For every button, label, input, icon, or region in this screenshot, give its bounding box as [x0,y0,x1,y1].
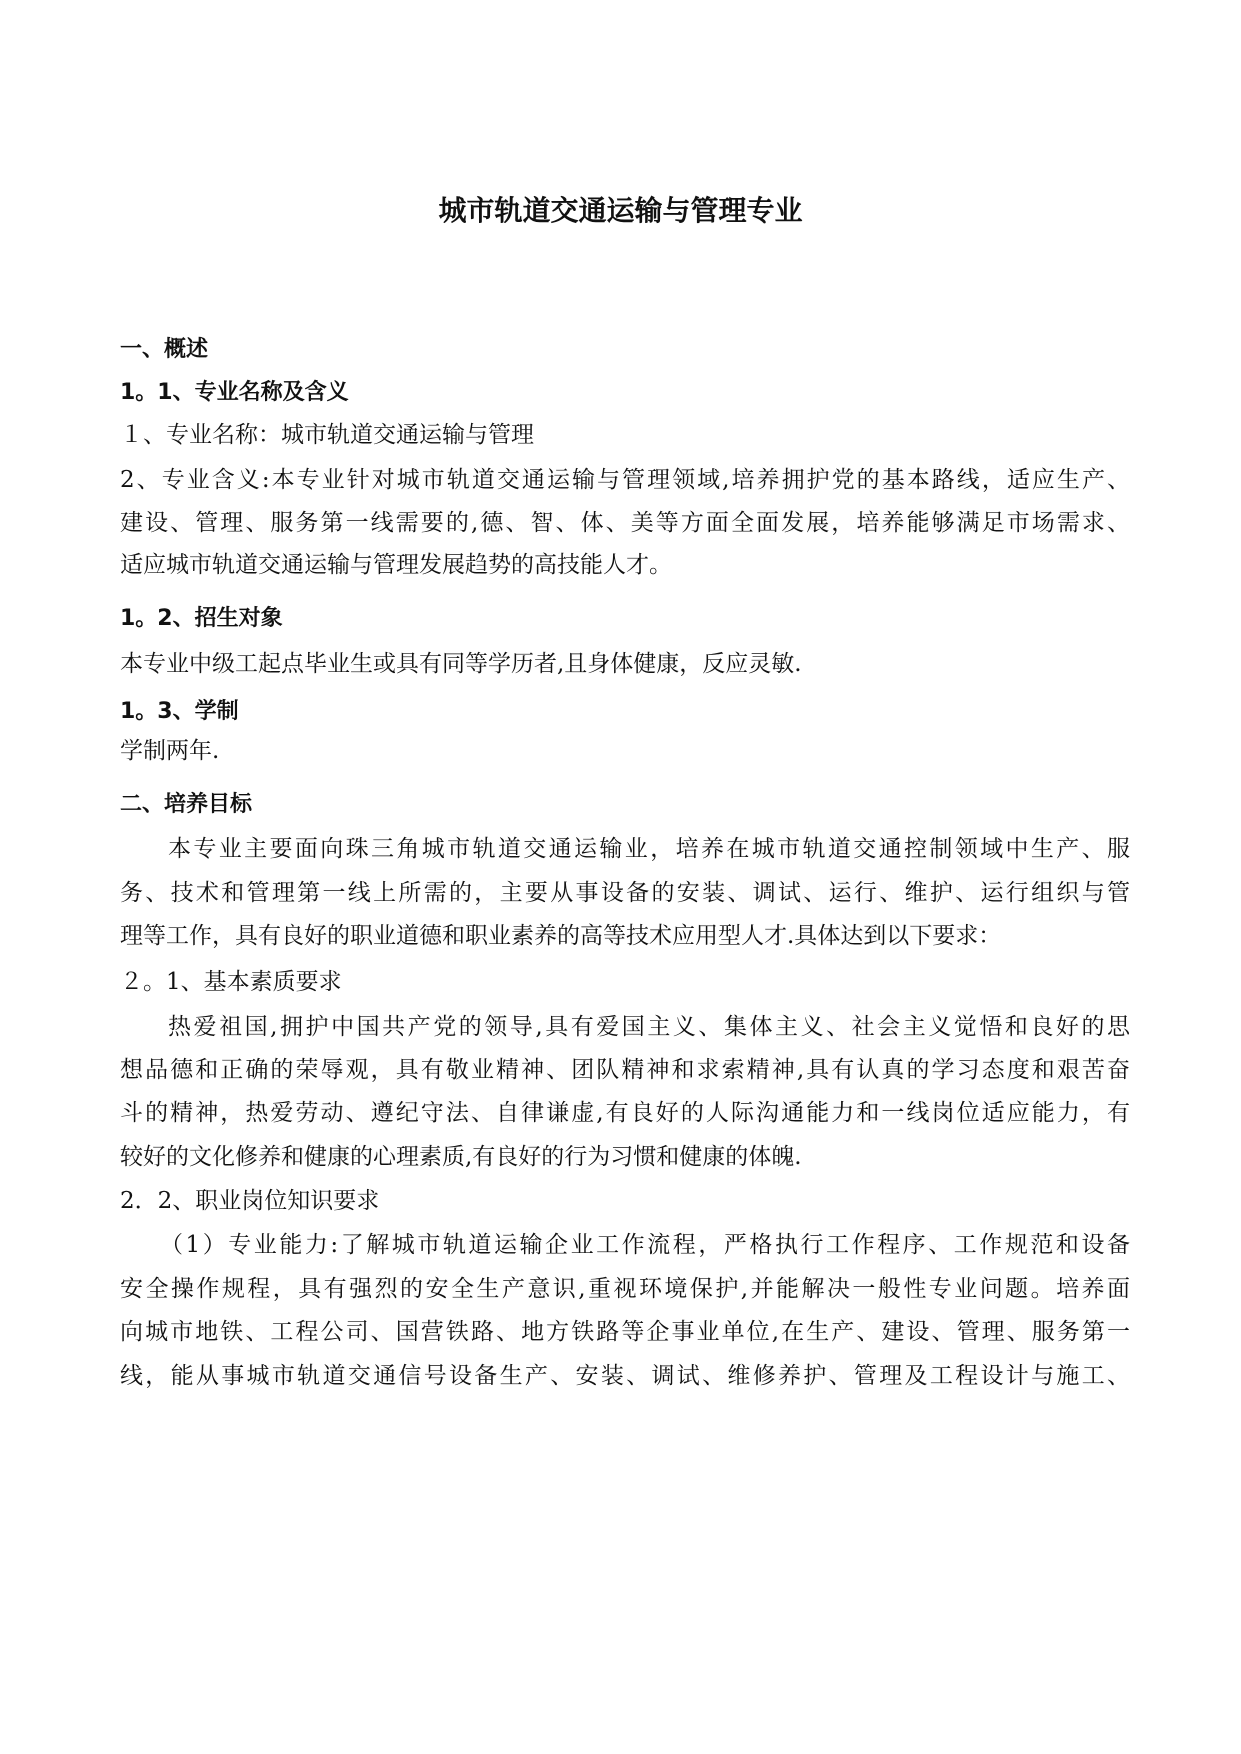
section-heading-overview: 一、概述 [120,337,209,362]
paragraph-basic-quality-line-1: 热爱祖国,拥护中国共产党的领导,具有爱国主义、集体主义、社会主义觉悟和良好的思 [168,1014,1130,1040]
paragraph-job-knowledge-line-2: 安全操作规程，具有强烈的安全生产意识,重视环境保护,并能解决一般性专业问题。培养面 [120,1276,1130,1302]
section-heading-objectives: 二、培养目标 [120,792,253,817]
subsection-heading-basic-quality: ２。1、基本素质要求 [120,969,342,995]
document-title: 城市轨道交通运输与管理专业 [438,194,803,227]
paragraph-duration: 学制两年. [120,738,220,764]
paragraph-specialty-name: １、专业名称：城市轨道交通运输与管理 [120,422,534,448]
paragraph-objectives-line-3: 理等工作，具有良好的职业道德和职业素养的高等技术应用型人才.具体达到以下要求： [120,923,1002,949]
paragraph-job-knowledge-line-4: 线，能从事城市轨道交通信号设备生产、安装、调试、维修养护、管理及工程设计与施工、 [120,1363,1130,1389]
paragraph-objectives-line-1: 本专业主要面向珠三角城市轨道交通运输业，培养在城市轨道交通控制领域中生产、服 [168,836,1130,862]
subsection-heading-duration: 1。3、学制 [120,699,239,724]
paragraph-basic-quality-line-2: 想品德和正确的荣辱观，具有敬业精神、团队精神和求索精神,具有认真的学习态度和艰苦奋 [120,1057,1130,1083]
paragraph-specialty-meaning-line-3: 适应城市轨道交通运输与管理发展趋势的高技能人才。 [120,552,672,578]
paragraph-specialty-meaning-line-1: 2、专业含义:本专业针对城市轨道交通运输与管理领域,培养拥护党的基本路线，适应生产、 [120,467,1130,493]
subsection-heading-name-meaning: 1。1、专业名称及含义 [120,380,349,405]
paragraph-enrollment: 本专业中级工起点毕业生或具有同等学历者,且身体健康，反应灵敏. [120,651,802,677]
paragraph-job-knowledge-line-1: （1）专业能力:了解城市轨道运输企业工作流程，严格执行工作程序、工作规范和设备 [160,1232,1130,1258]
subsection-heading-enrollment: 1。2、招生对象 [120,606,283,631]
paragraph-basic-quality-line-4: 较好的文化修养和健康的心理素质,有良好的行为习惯和健康的体魄. [120,1144,802,1170]
paragraph-specialty-meaning-line-2: 建设、管理、服务第一线需要的,德、智、体、美等方面全面发展，培养能够满足市场需求、 [120,510,1130,536]
paragraph-basic-quality-line-3: 斗的精神，热爱劳动、遵纪守法、自律谦虚,有良好的人际沟通能力和一线岗位适应能力，有 [120,1100,1130,1126]
paragraph-job-knowledge-line-3: 向城市地铁、工程公司、国营铁路、地方铁路等企事业单位,在生产、建设、管理、服务第一 [120,1319,1130,1345]
subsection-heading-job-knowledge: 2．2、职业岗位知识要求 [120,1188,380,1214]
paragraph-objectives-line-2: 务、技术和管理第一线上所需的，主要从事设备的安装、调试、运行、维护、运行组织与管 [120,880,1130,906]
